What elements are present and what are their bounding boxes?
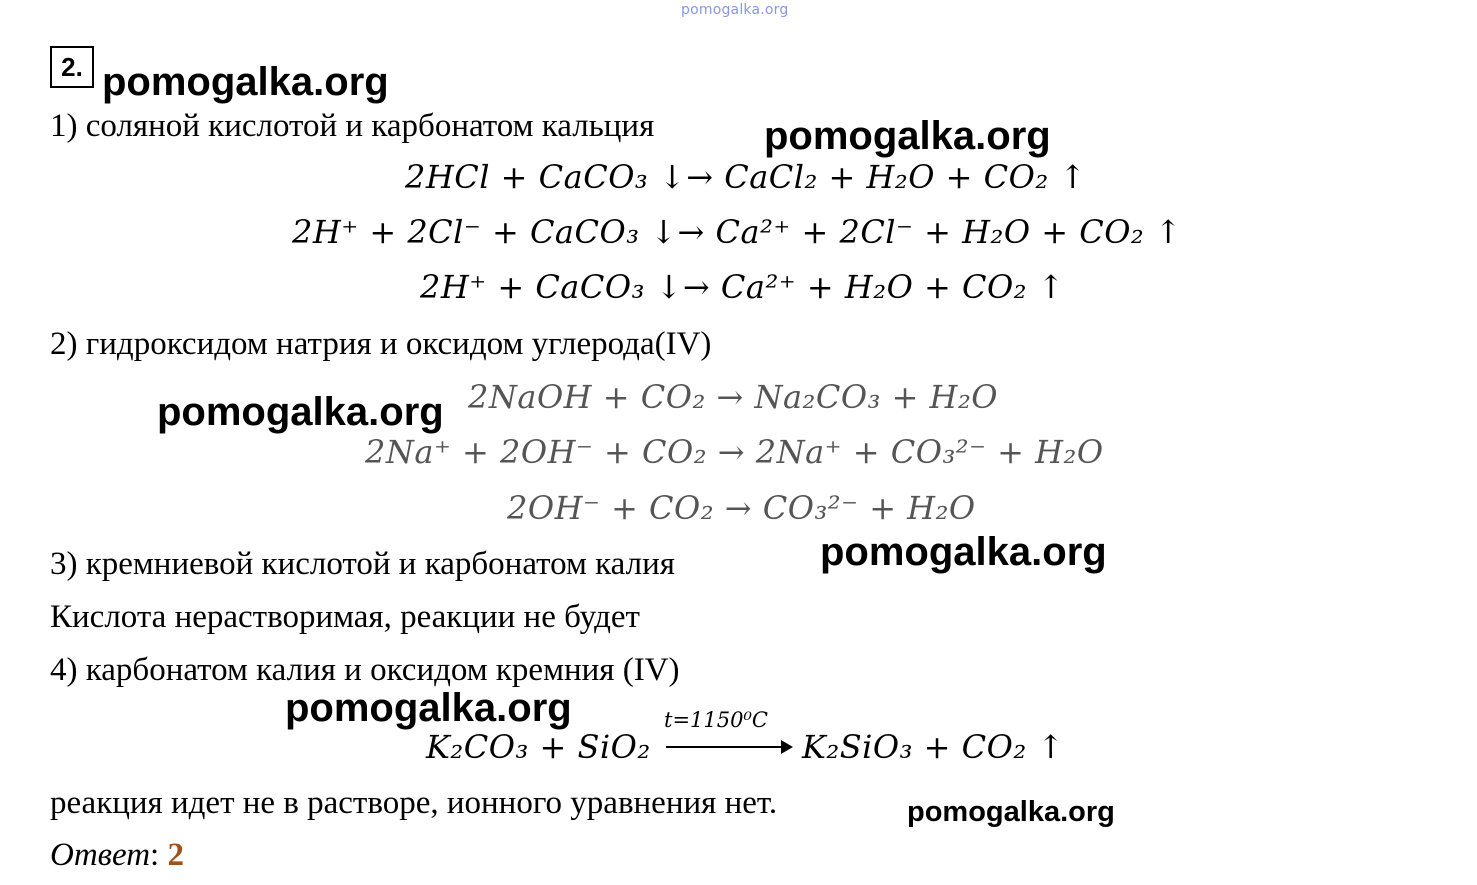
equation-4-right: K₂SiO₃ + CO₂ ↑ <box>802 728 1065 766</box>
answer-value: 2 <box>167 837 184 873</box>
reaction-arrow-head <box>781 740 793 754</box>
reaction-arrow <box>666 746 790 748</box>
answer-line <box>50 837 184 874</box>
equation-2-short-ionic: 2OH⁻ + CO₂ → CO₃²⁻ + H₂O <box>507 489 976 527</box>
watermark: pomogalka.org <box>157 390 444 434</box>
item-4-title: 4) карбонатом калия и оксидом кремния (IV) <box>50 652 680 688</box>
equation-1-molecular: 2HCl + CaCO₃ ↓→ CaCl₂ + H₂O + CO₂ ↑ <box>405 158 1087 196</box>
reaction-condition: t=1150⁰C <box>664 708 768 732</box>
equation-1-short-ionic: 2H⁺ + CaCO₃ ↓→ Ca²⁺ + H₂O + CO₂ ↑ <box>420 268 1065 306</box>
answer-label: Ответ <box>50 837 151 873</box>
item-3-title: 3) кремниевой кислотой и карбонатом калия <box>50 546 675 582</box>
watermark: pomogalka.org <box>820 530 1107 574</box>
item-4-note: реакция идет не в растворе, ионного уравнения нет. <box>50 785 778 821</box>
task-number-box: 2. <box>50 46 94 88</box>
equation-4-left: K₂CO₃ + SiO₂ <box>426 728 651 766</box>
watermark: pomogalka.org <box>907 796 1115 828</box>
equation-2-molecular: 2NaOH + CO₂ → Na₂CO₃ + H₂O <box>468 378 999 416</box>
item-3-note: Кислота нерастворимая, реакции не будет <box>50 599 640 635</box>
item-1-title: 1) соляной кислотой и карбонатом кальция <box>50 108 655 144</box>
watermark: pomogalka.org <box>285 686 572 730</box>
watermark-top: pomogalka.org <box>681 2 789 18</box>
answer-separator: : <box>150 837 160 873</box>
item-2-title: 2) гидроксидом натрия и оксидом углерода(IV) <box>50 326 712 362</box>
equation-1-full-ionic: 2H⁺ + 2Cl⁻ + CaCO₃ ↓→ Ca²⁺ + 2Cl⁻ + H₂O + CO₂ ↑ <box>292 213 1183 251</box>
watermark: pomogalka.org <box>102 60 389 104</box>
equation-2-full-ionic: 2Na⁺ + 2OH⁻ + CO₂ → 2Na⁺ + CO₃²⁻ + H₂O <box>365 433 1104 471</box>
watermark: pomogalka.org <box>764 114 1051 158</box>
